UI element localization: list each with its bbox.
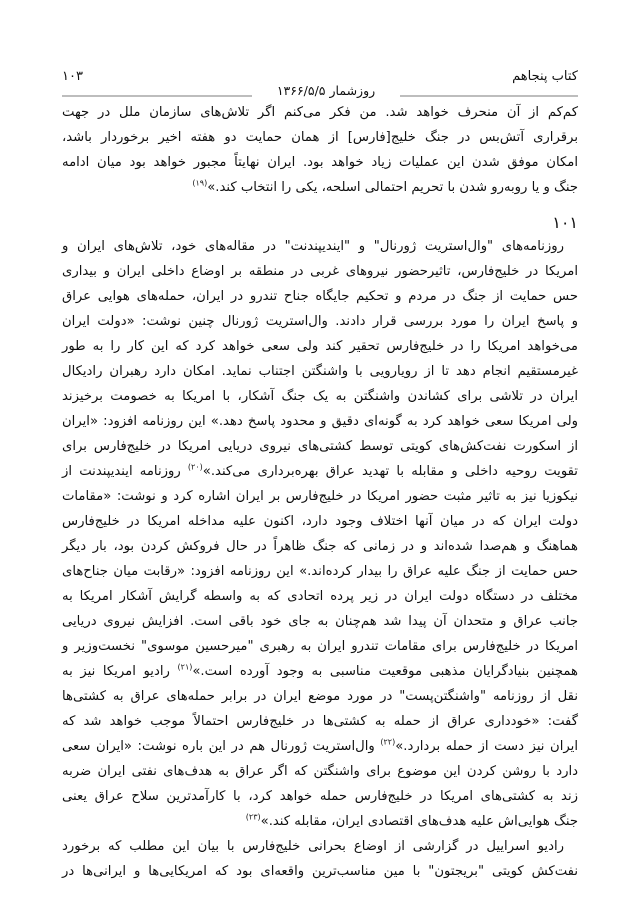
text-line: کم‌کم از آن منحرف خواهد شد. من فکر می‌کنم اگر تلاش‌های سازمان ملل در جهت [62, 105, 578, 120]
text-line: و پاسخ ایران را مورد بررسی قرار دادند. وال‌استریت ژورنال چنین نوشت: «دولت ایران [62, 314, 578, 329]
text-line: هماهنگ و هم‌صدا شده‌اند و در زمانی که جنگ ظاهراً در حال فروکش کردن بود، بار دیگر [62, 539, 578, 554]
text-line: جانب عراق و متحدان آن پیدا شد هم‌چنان به جای خود باقی است. افزایش نیروی دریایی [62, 614, 578, 629]
header-date: روزشمار ۱۳۶۶/۵/۵ [276, 83, 376, 98]
footnote-ref: (۲۳) [245, 812, 261, 822]
text-line: رادیو اسراییل در گزارشی از اوضاع بحرانی خلیج‌فارس با بیان این مطلب که برخورد [62, 839, 564, 854]
footnote-ref: (۲۰) [187, 462, 203, 472]
book-page [62, 66, 578, 884]
text-fragment: رادیو امریکا نیز به [62, 664, 170, 679]
text-line: روزنامه‌های "وال‌استریت ژورنال" و "ایندیپندنت" در مقاله‌های خود، تلاش‌های ایران و [62, 239, 564, 254]
footnote-ref: (۲۲) [380, 737, 396, 747]
text-line: دولت ایران که در میان آنها اختلاف وجود دارد، اکنون علیه مداخله امریکا در خلیج‌فارس [62, 514, 578, 529]
text-line: حس حمایت از جنگ در مردم و تحکیم جایگاه جناح تندرو در ایران، حمله‌های هوایی عراق [62, 289, 578, 304]
text-line: امکان موفق شدن این عملیات زیاد خواهد بود. ایران نهایتاً مجبور خواهد بود میان ادامه [62, 155, 578, 170]
text-line: نیکوزیا نیز به تاثیر مثبت حضور امریکا در خلیج‌فارس بر ایران اشاره کرد و نوشت: «مقامات [62, 489, 578, 504]
text-line: از اسکورت نفت‌کش‌های کویتی توسط کشتی‌های نیروی دریایی امریکا در خلیج‌فارس برای [62, 439, 578, 454]
page-number: ۱۰۳ [62, 69, 83, 84]
section-paragraph-2 [62, 834, 578, 884]
footnote-ref: (۱۹) [192, 178, 208, 188]
text-line: می‌خواهد امریکا را در خلیج‌فارس تحقیر کند ولی سعی خواهد کرد که این کار را به طور [62, 339, 578, 354]
text-fragment: وال‌استریت ژورنال هم در این باره نوشت: «ایران سعی [62, 739, 375, 754]
text-line: غیرمستقیم انجام دهد تا از رویارویی با واشنگتن اجتناب نماید. امکان دارد رهبران رادیکال [62, 364, 578, 379]
text-line: مختلف در دستگاه دولت ایران در زیر پرده اتحادی که به واسطه گرایش آشکار امریکا به [62, 589, 578, 604]
text-line [62, 734, 578, 759]
text-line: ایران در تلاشی برای کشاندن واشنگتن به یک جنگ آشکار، با امریکا به خصومت برخیزند [62, 389, 578, 404]
page-body [62, 100, 578, 884]
text-line: دارد با روشن کردن این موضوع برای واشنگتن که اگر عراق به هدف‌های نفتی ایران ضربه [62, 764, 578, 779]
text-fragment: روزنامه ایندیپندنت از [62, 464, 181, 479]
text-fragment: همچنین بنیادگرایان مذهبی موقعیت مناسبی به وجود آورده است.» [192, 664, 578, 679]
section-number: ۱۰۱ [552, 213, 578, 232]
text-fragment: جنگ هوایی‌اش علیه هدف‌های اقتصادی ایران، مقابله کند.» [260, 814, 578, 829]
book-title: کتاب پنجاهم [512, 69, 578, 84]
text-line [62, 459, 578, 484]
text-fragment: جنگ و یا روبه‌رو شدن با تحریم احتمالی اسلحه، یکی را انتخاب کند.» [207, 180, 578, 195]
header-rule-right [400, 95, 578, 97]
text-line [62, 659, 578, 684]
page-header [62, 66, 578, 96]
intro-paragraph [62, 100, 578, 200]
text-line: زند به کشتی‌های امریکا در خلیج‌فارس حمله خواهد کرد، با کارآمدترین سلاح عراق یعنی [62, 789, 578, 804]
text-fragment: تقویت روحیه داخلی و مقابله با تهدید عراق بهره‌برداری می‌کند.» [202, 464, 578, 479]
section-paragraph-1 [62, 234, 578, 834]
text-line: امریکا در خلیج‌فارس، تاثیرحضور نیروهای غربی در منطقه بر اوضاع داخلی ایران و بیداری [62, 264, 578, 279]
text-line: نفت‌کش کویتی "بریجتون" با مین مناسب‌ترین واقعه‌ای بود که امریکایی‌ها و ایرانی‌ها در [62, 864, 578, 879]
footnote-ref: (۲۱) [177, 662, 193, 672]
text-line [62, 809, 578, 834]
text-line: برقراری آتش‌بس در جنگ خلیج[فارس] از همان حمایت دو هفته اخیر برخوردار باشد، [62, 130, 578, 145]
text-line: امریکا در خلیج‌فارس برای مقامات تندرو ایران به رهبری "میرحسین موسوی" نخست‌وزیر و [62, 639, 578, 654]
text-line [62, 175, 578, 200]
text-line: حس حمایت از جنگ علیه عراق را بیدار کرده‌اند.» این روزنامه افزود: «رقابت میان جناح‌های [62, 564, 578, 579]
header-rule-left [62, 95, 252, 97]
text-fragment: ایران نیز دست از حمله بردارد.» [395, 739, 578, 754]
text-line: ولی امریکا سعی خواهد کرد به گونه‌ای دقیق و محدود پاسخ دهد.» این روزنامه افزود: «ایران [62, 414, 578, 429]
text-line: گفت: «خودداری عراق از حمله به کشتی‌ها در خلیج‌فارس احتمالاً موجب خواهد شد که [62, 714, 578, 729]
text-line: نقل از روزنامه "واشنگتن‌پست" در مورد موضع ایران در برابر حمله‌های عراق به کشتی‌ها [62, 689, 578, 704]
